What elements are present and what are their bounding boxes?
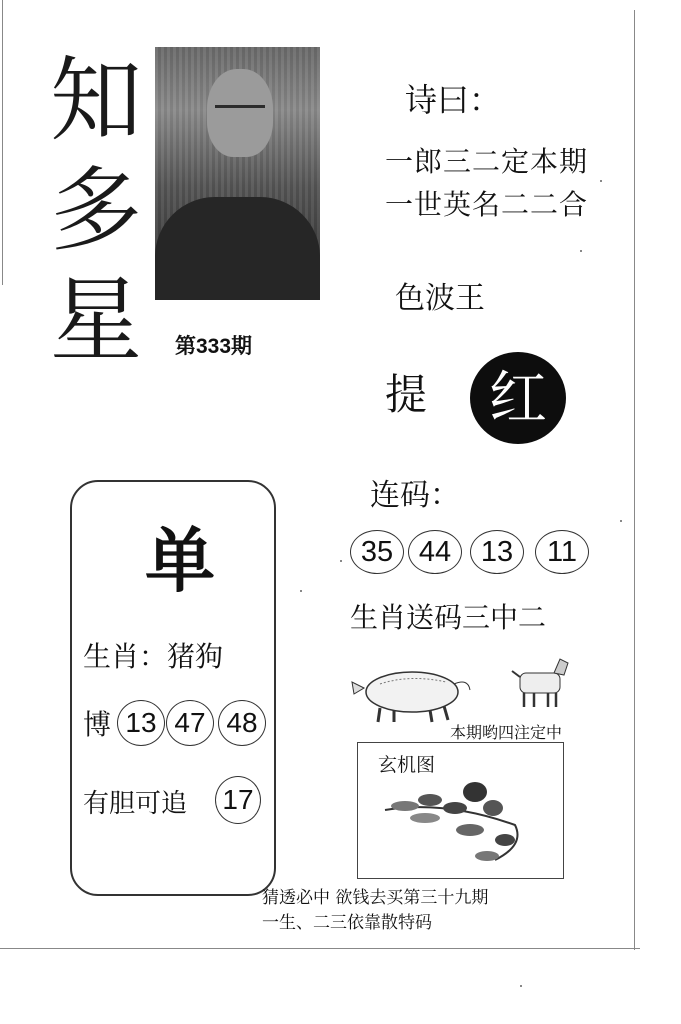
lianma-number: 35 xyxy=(350,530,404,574)
scan-edge-bottom xyxy=(0,948,640,949)
chase-label: 有胆可追 xyxy=(83,789,188,819)
lianma-number: 13 xyxy=(470,530,524,574)
bo-number: 13 xyxy=(117,700,165,746)
poem-line-2: 一世英名二二合 xyxy=(385,188,589,221)
lianma-number: 44 xyxy=(408,530,462,574)
chase-number: 17 xyxy=(215,776,261,824)
pig-icon xyxy=(350,660,475,725)
bo-number: 48 xyxy=(218,700,266,746)
bo-label: 博 xyxy=(83,708,112,741)
speckle xyxy=(300,590,302,592)
title-char-2: 多 xyxy=(50,157,143,264)
portrait-photo xyxy=(155,47,320,300)
speckle xyxy=(600,180,602,182)
lianma-label: 连码： xyxy=(370,478,460,513)
color-result-circle: 红 xyxy=(470,352,566,444)
title-char-1: 知 xyxy=(50,47,143,154)
scan-edge-left xyxy=(2,0,3,285)
bottom-line-1: 猜透必中 欲钱去买第三十九期 xyxy=(262,888,489,908)
zodiac-sent-text: 生肖送码三中二 xyxy=(350,601,547,634)
single-title: 单 xyxy=(145,519,215,602)
bottom-line-2: 一生、二三依靠散特码 xyxy=(262,913,432,933)
bo-number: 47 xyxy=(166,700,214,746)
single-zodiac-line: 生肖：猪狗 xyxy=(83,640,224,673)
color-king-label: 色波王 xyxy=(395,281,485,316)
note-right: 本期哟四注定中 xyxy=(450,723,563,742)
poem-line-1: 一郎三二定本期 xyxy=(385,145,589,178)
plant-icon xyxy=(375,770,555,870)
lianma-number: 11 xyxy=(535,530,589,574)
scan-edge-right xyxy=(634,10,635,950)
issue-number: 第333期 xyxy=(175,335,253,358)
dog-icon xyxy=(510,655,575,710)
title-char-3: 星 xyxy=(50,267,143,374)
poem-title: 诗曰： xyxy=(405,81,502,119)
speckle xyxy=(520,985,522,987)
ti-char: 提 xyxy=(385,370,428,419)
xuanji-title: 玄机图 xyxy=(378,754,436,776)
speckle xyxy=(580,250,582,252)
speckle xyxy=(340,560,342,562)
speckle xyxy=(620,520,622,522)
